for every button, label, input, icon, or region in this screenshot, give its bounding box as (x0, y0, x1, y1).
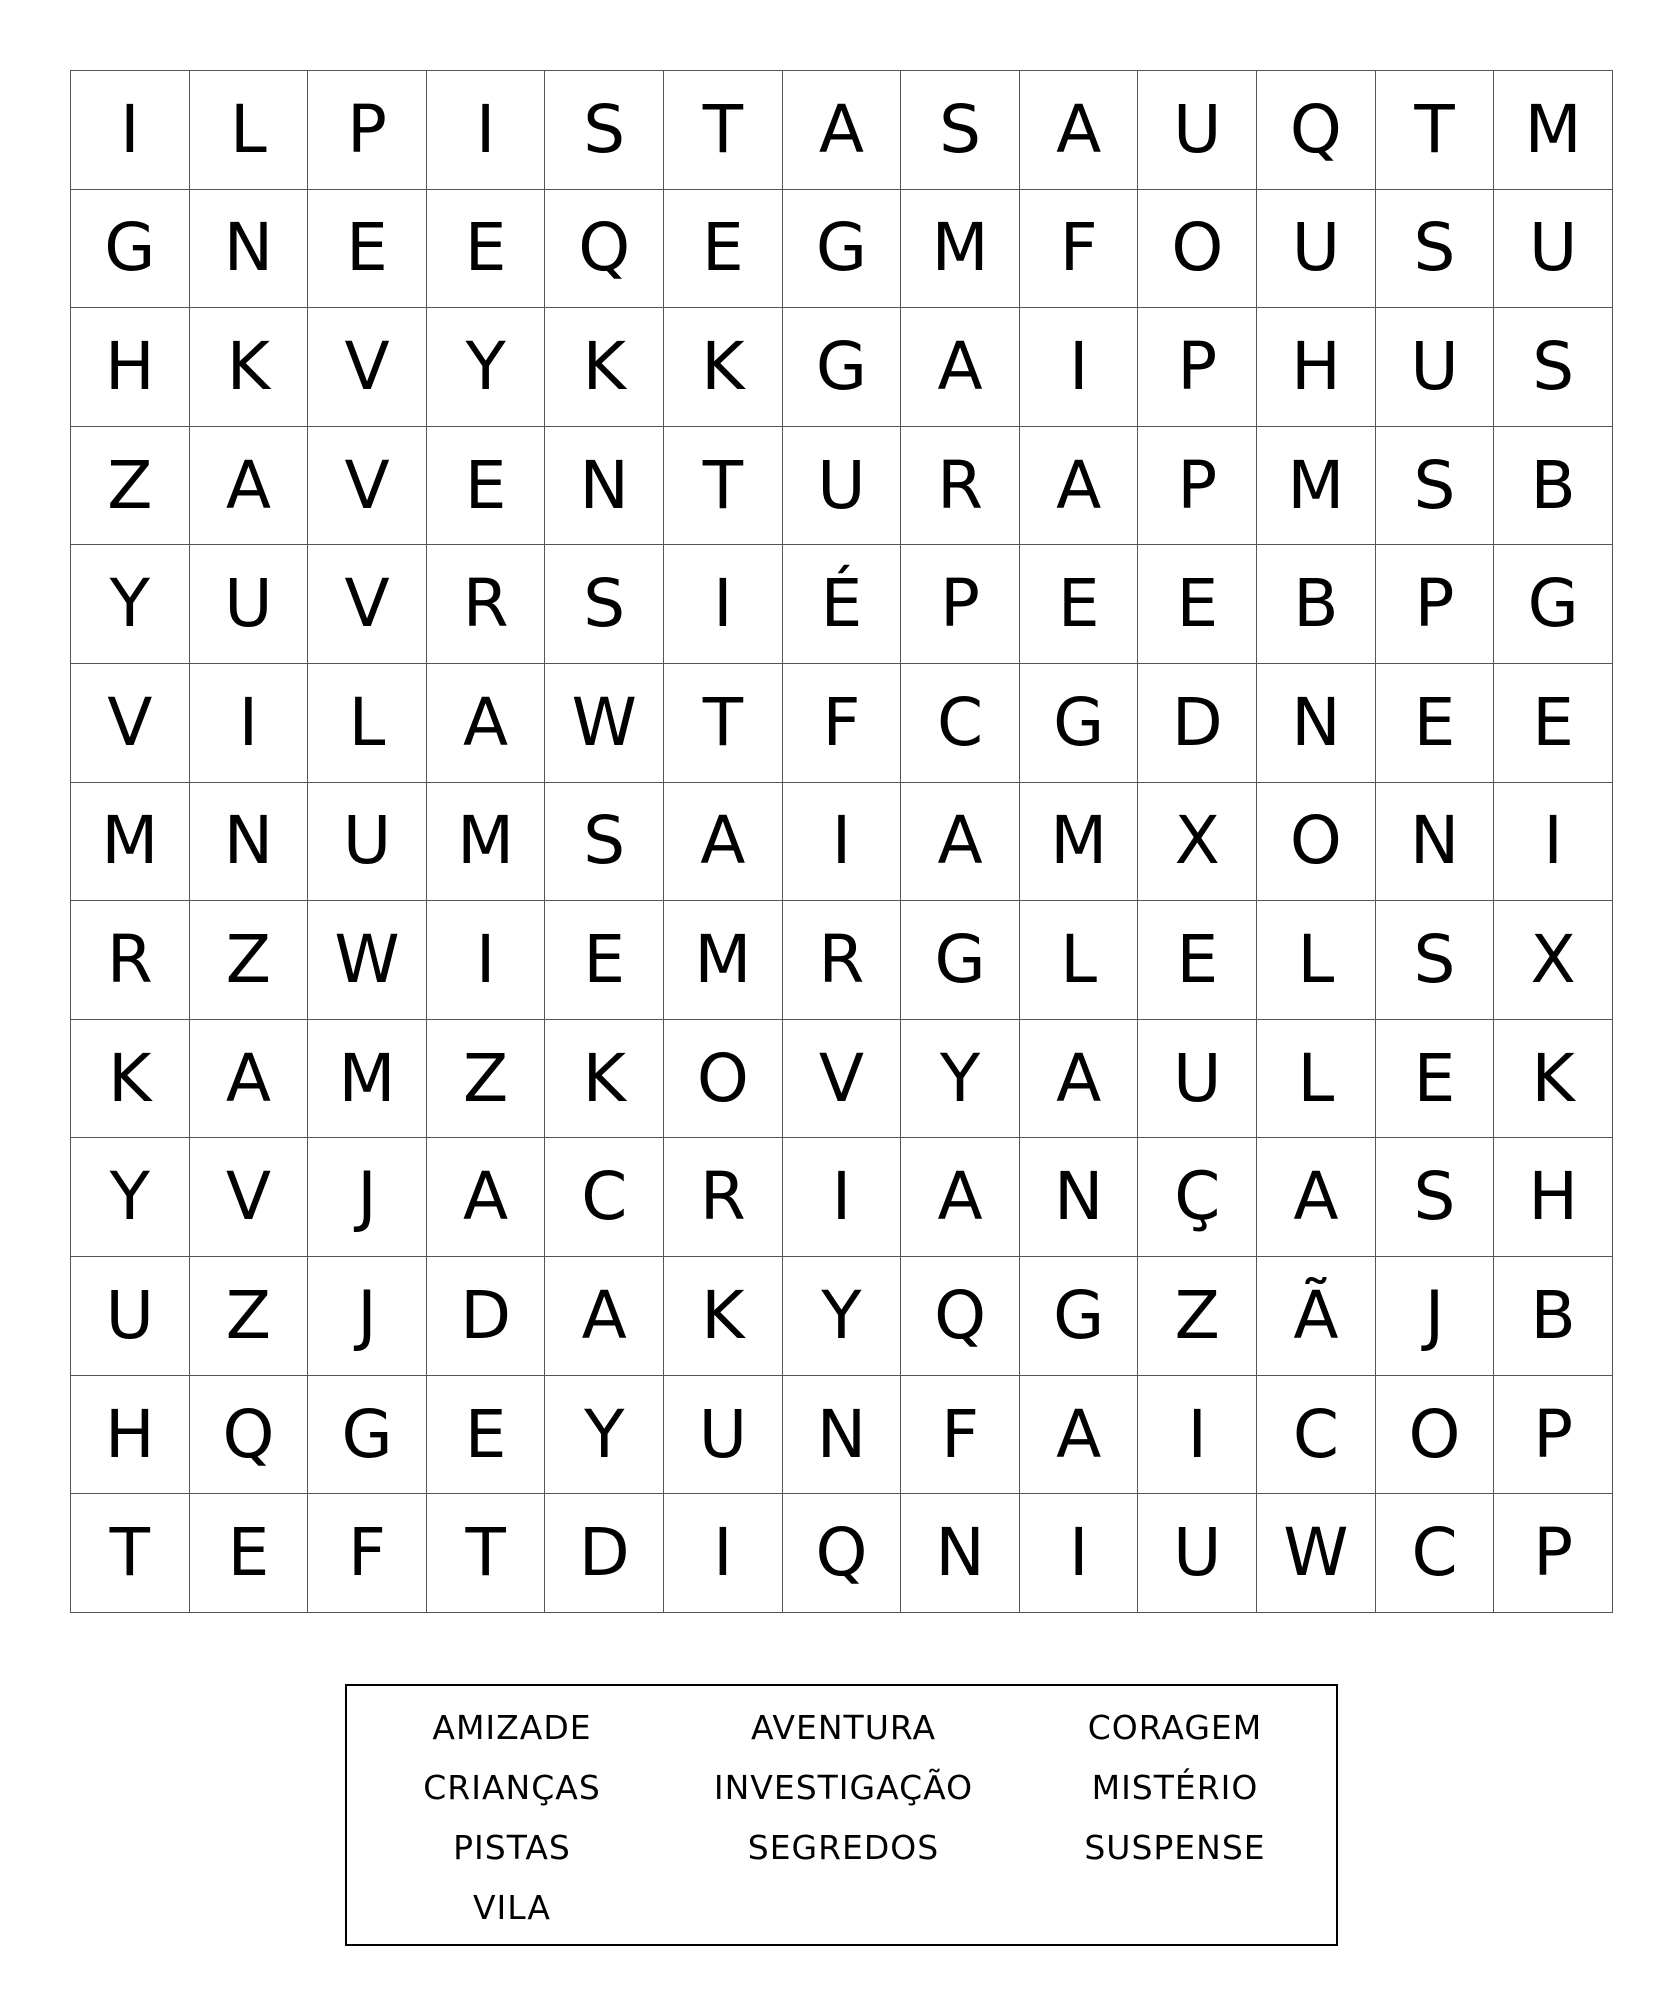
grid-cell[interactable]: G (71, 189, 190, 308)
grid-cell[interactable]: Q (189, 1375, 308, 1494)
grid-cell[interactable]: F (901, 1375, 1020, 1494)
grid-cell[interactable]: K (71, 1019, 190, 1138)
word-list-item: CORAGEM (1087, 1708, 1263, 1747)
grid-cell[interactable]: E (545, 901, 664, 1020)
grid-cell[interactable]: U (1375, 308, 1494, 427)
grid-cell[interactable]: Y (71, 1138, 190, 1257)
grid-cell[interactable]: I (782, 782, 901, 901)
grid-cell[interactable]: H (1257, 308, 1376, 427)
grid-cell[interactable]: K (545, 1019, 664, 1138)
grid-cell[interactable]: M (901, 189, 1020, 308)
word-list-item: SEGREDOS (747, 1828, 940, 1867)
grid-cell[interactable]: Y (782, 1257, 901, 1376)
grid-cell[interactable]: A (782, 71, 901, 190)
grid-cell[interactable]: X (1494, 901, 1613, 1020)
grid-cell[interactable]: U (189, 545, 308, 664)
grid-cell[interactable]: B (1257, 545, 1376, 664)
grid-cell[interactable]: M (1494, 71, 1613, 190)
grid-cell[interactable]: A (664, 782, 783, 901)
grid-cell[interactable]: O (1375, 1375, 1494, 1494)
grid-cell[interactable]: N (1019, 1138, 1138, 1257)
grid-cell[interactable]: Q (782, 1494, 901, 1613)
grid-cell[interactable]: N (545, 426, 664, 545)
grid-cell[interactable]: J (1375, 1257, 1494, 1376)
grid-cell[interactable]: A (1257, 1138, 1376, 1257)
grid-cell[interactable]: S (1375, 901, 1494, 1020)
grid-cell[interactable]: U (664, 1375, 783, 1494)
grid-cell[interactable]: M (1257, 426, 1376, 545)
grid-cell[interactable]: I (1138, 1375, 1257, 1494)
grid-cell[interactable]: U (1138, 71, 1257, 190)
grid-cell[interactable]: Q (1257, 71, 1376, 190)
word-list-box (345, 1684, 1338, 1946)
grid-row (71, 426, 1613, 545)
grid-cell[interactable]: A (901, 1138, 1020, 1257)
grid-cell[interactable]: U (71, 1257, 190, 1376)
grid-cell[interactable]: T (426, 1494, 545, 1613)
grid-cell[interactable]: E (426, 189, 545, 308)
grid-row (71, 1375, 1613, 1494)
grid-cell[interactable]: I (1019, 1494, 1138, 1613)
grid-cell[interactable]: Ç (1138, 1138, 1257, 1257)
grid-cell[interactable]: G (901, 901, 1020, 1020)
word-list-item: CRIANÇAS (423, 1768, 601, 1807)
grid-cell[interactable]: X (1138, 782, 1257, 901)
grid-cell[interactable]: P (1494, 1494, 1613, 1613)
grid-cell[interactable]: E (1375, 664, 1494, 783)
grid-row (71, 664, 1613, 783)
grid-cell[interactable]: I (664, 1494, 783, 1613)
grid-cell[interactable]: G (1019, 1257, 1138, 1376)
grid-cell[interactable]: Z (426, 1019, 545, 1138)
grid-cell[interactable]: G (782, 308, 901, 427)
grid-cell[interactable]: E (308, 189, 427, 308)
grid-cell[interactable]: O (664, 1019, 783, 1138)
grid-cell[interactable]: M (664, 901, 783, 1020)
grid-cell[interactable]: V (71, 664, 190, 783)
grid-cell[interactable]: I (71, 71, 190, 190)
grid-cell[interactable]: K (189, 308, 308, 427)
grid-cell[interactable]: K (664, 308, 783, 427)
grid-cell[interactable]: F (782, 664, 901, 783)
grid-cell[interactable]: S (545, 782, 664, 901)
grid-row (71, 901, 1613, 1020)
grid-cell[interactable]: I (664, 545, 783, 664)
grid-cell[interactable]: N (1257, 664, 1376, 783)
grid-cell[interactable]: U (1138, 1494, 1257, 1613)
grid-cell[interactable]: V (308, 308, 427, 427)
grid-cell[interactable]: R (426, 545, 545, 664)
grid-cell[interactable]: I (782, 1138, 901, 1257)
grid-cell[interactable]: I (1019, 308, 1138, 427)
grid-cell[interactable]: F (308, 1494, 427, 1613)
word-list-item: AMIZADE (432, 1708, 592, 1747)
grid-cell[interactable]: S (1375, 426, 1494, 545)
grid-cell[interactable]: K (545, 308, 664, 427)
grid-cell[interactable]: J (308, 1138, 427, 1257)
grid-cell[interactable]: L (1257, 901, 1376, 1020)
grid-cell[interactable]: N (901, 1494, 1020, 1613)
grid-cell[interactable]: C (1375, 1494, 1494, 1613)
grid-cell[interactable]: U (1494, 189, 1613, 308)
grid-cell[interactable]: D (545, 1494, 664, 1613)
grid-cell[interactable]: I (1494, 782, 1613, 901)
word-list-item: AVENTURA (750, 1708, 937, 1747)
grid-cell[interactable]: T (664, 426, 783, 545)
word-list-item: SUSPENSE (1084, 1828, 1266, 1867)
grid-row (71, 71, 1613, 190)
grid-cell[interactable]: I (426, 901, 545, 1020)
grid-cell[interactable]: R (71, 901, 190, 1020)
word-list (347, 1708, 1336, 1948)
grid-cell[interactable]: S (1375, 1138, 1494, 1257)
grid-cell[interactable]: P (901, 545, 1020, 664)
grid-cell[interactable]: A (189, 426, 308, 545)
grid-cell[interactable]: S (545, 545, 664, 664)
grid-cell[interactable]: H (71, 308, 190, 427)
grid-cell[interactable]: R (664, 1138, 783, 1257)
word-list-item: PISTAS (453, 1828, 571, 1867)
grid-cell[interactable]: L (1257, 1019, 1376, 1138)
grid-cell[interactable]: Q (901, 1257, 1020, 1376)
grid-cell[interactable]: Ã (1257, 1257, 1376, 1376)
grid-cell[interactable]: A (901, 308, 1020, 427)
grid-cell[interactable]: T (71, 1494, 190, 1613)
grid-cell[interactable]: L (189, 71, 308, 190)
grid-cell[interactable]: N (189, 189, 308, 308)
grid-cell[interactable]: E (1494, 664, 1613, 783)
grid-cell[interactable]: Q (545, 189, 664, 308)
grid-cell[interactable]: V (308, 426, 427, 545)
grid-cell[interactable]: E (426, 1375, 545, 1494)
grid-cell[interactable]: A (1019, 1019, 1138, 1138)
grid-cell[interactable]: A (545, 1257, 664, 1376)
grid-cell[interactable]: S (901, 71, 1020, 190)
grid-cell[interactable]: Z (189, 1257, 308, 1376)
grid-cell[interactable]: P (308, 71, 427, 190)
grid-cell[interactable]: E (426, 426, 545, 545)
grid-cell[interactable]: E (1375, 1019, 1494, 1138)
grid-cell[interactable]: T (664, 71, 783, 190)
grid-cell[interactable]: K (1494, 1019, 1613, 1138)
grid-cell[interactable]: G (782, 189, 901, 308)
grid-cell[interactable]: V (189, 1138, 308, 1257)
grid-cell[interactable]: N (782, 1375, 901, 1494)
grid-cell[interactable]: N (189, 782, 308, 901)
grid-cell[interactable]: P (1375, 545, 1494, 664)
grid-row (71, 1019, 1613, 1138)
grid-cell[interactable]: L (308, 664, 427, 783)
grid-cell[interactable]: Z (1138, 1257, 1257, 1376)
grid-cell[interactable]: U (1257, 189, 1376, 308)
grid-row (71, 189, 1613, 308)
grid-body (71, 71, 1613, 1613)
grid-cell[interactable]: Y (545, 1375, 664, 1494)
grid-cell[interactable]: P (1494, 1375, 1613, 1494)
grid-cell[interactable]: A (189, 1019, 308, 1138)
grid-cell[interactable]: I (426, 71, 545, 190)
grid-cell[interactable]: F (1019, 189, 1138, 308)
grid-cell[interactable]: A (1019, 1375, 1138, 1494)
grid-cell[interactable]: M (308, 1019, 427, 1138)
grid-cell[interactable]: K (664, 1257, 783, 1376)
grid-cell[interactable]: E (1138, 901, 1257, 1020)
word-search-grid (70, 70, 1613, 1613)
grid-cell[interactable]: P (1138, 426, 1257, 545)
grid-cell[interactable]: C (545, 1138, 664, 1257)
grid-cell[interactable]: E (1019, 545, 1138, 664)
grid-cell[interactable]: N (1375, 782, 1494, 901)
grid-cell[interactable]: Y (901, 1019, 1020, 1138)
grid-cell[interactable]: A (426, 664, 545, 783)
grid-cell[interactable]: S (1375, 189, 1494, 308)
grid-row (71, 782, 1613, 901)
grid-cell[interactable]: M (426, 782, 545, 901)
grid-cell[interactable]: H (71, 1375, 190, 1494)
grid-cell[interactable]: U (1138, 1019, 1257, 1138)
grid-cell[interactable]: D (1138, 664, 1257, 783)
grid-cell[interactable]: T (664, 664, 783, 783)
grid-cell[interactable]: T (1375, 71, 1494, 190)
grid-cell[interactable]: G (1019, 664, 1138, 783)
grid-cell[interactable]: U (782, 426, 901, 545)
grid-cell[interactable]: W (1257, 1494, 1376, 1613)
grid-cell[interactable]: O (1257, 782, 1376, 901)
grid-cell[interactable]: M (71, 782, 190, 901)
grid-cell[interactable]: R (782, 901, 901, 1020)
word-list-item: MISTÉRIO (1091, 1768, 1259, 1807)
grid-cell[interactable]: O (1138, 189, 1257, 308)
grid-cell[interactable]: P (1138, 308, 1257, 427)
word-list-item: VILA (472, 1888, 552, 1927)
grid-row (71, 1257, 1613, 1376)
grid-cell[interactable]: E (664, 189, 783, 308)
grid-cell[interactable]: J (308, 1257, 427, 1376)
grid-cell[interactable]: Y (71, 545, 190, 664)
grid-cell[interactable]: B (1494, 1257, 1613, 1376)
grid-cell[interactable]: S (545, 71, 664, 190)
grid-cell[interactable]: Z (71, 426, 190, 545)
grid-cell[interactable]: I (189, 664, 308, 783)
grid-cell[interactable]: G (308, 1375, 427, 1494)
grid-cell[interactable]: C (1257, 1375, 1376, 1494)
grid-cell[interactable]: M (1019, 782, 1138, 901)
grid-cell[interactable]: V (782, 1019, 901, 1138)
grid-cell[interactable]: S (1494, 308, 1613, 427)
grid-cell[interactable]: C (901, 664, 1020, 783)
grid-cell[interactable]: R (901, 426, 1020, 545)
grid-row (71, 545, 1613, 664)
grid-cell[interactable]: E (1138, 545, 1257, 664)
word-list-item: INVESTIGAÇÃO (713, 1768, 974, 1807)
grid-cell[interactable]: Y (426, 308, 545, 427)
grid-cell[interactable]: A (1019, 426, 1138, 545)
grid-cell[interactable]: W (308, 901, 427, 1020)
grid-cell[interactable]: D (426, 1257, 545, 1376)
grid-cell[interactable]: U (308, 782, 427, 901)
grid-cell[interactable]: A (901, 782, 1020, 901)
grid-cell[interactable]: A (1019, 71, 1138, 190)
grid-cell[interactable]: W (545, 664, 664, 783)
grid-cell[interactable]: A (426, 1138, 545, 1257)
grid-row (71, 1138, 1613, 1257)
grid-cell[interactable]: B (1494, 426, 1613, 545)
grid-cell[interactable]: G (1494, 545, 1613, 664)
grid-cell[interactable]: Z (189, 901, 308, 1020)
grid-row (71, 308, 1613, 427)
grid-cell[interactable]: E (189, 1494, 308, 1613)
grid-cell[interactable]: É (782, 545, 901, 664)
grid-cell[interactable]: L (1019, 901, 1138, 1020)
grid-cell[interactable]: H (1494, 1138, 1613, 1257)
grid-cell[interactable]: V (308, 545, 427, 664)
grid-row (71, 1494, 1613, 1613)
